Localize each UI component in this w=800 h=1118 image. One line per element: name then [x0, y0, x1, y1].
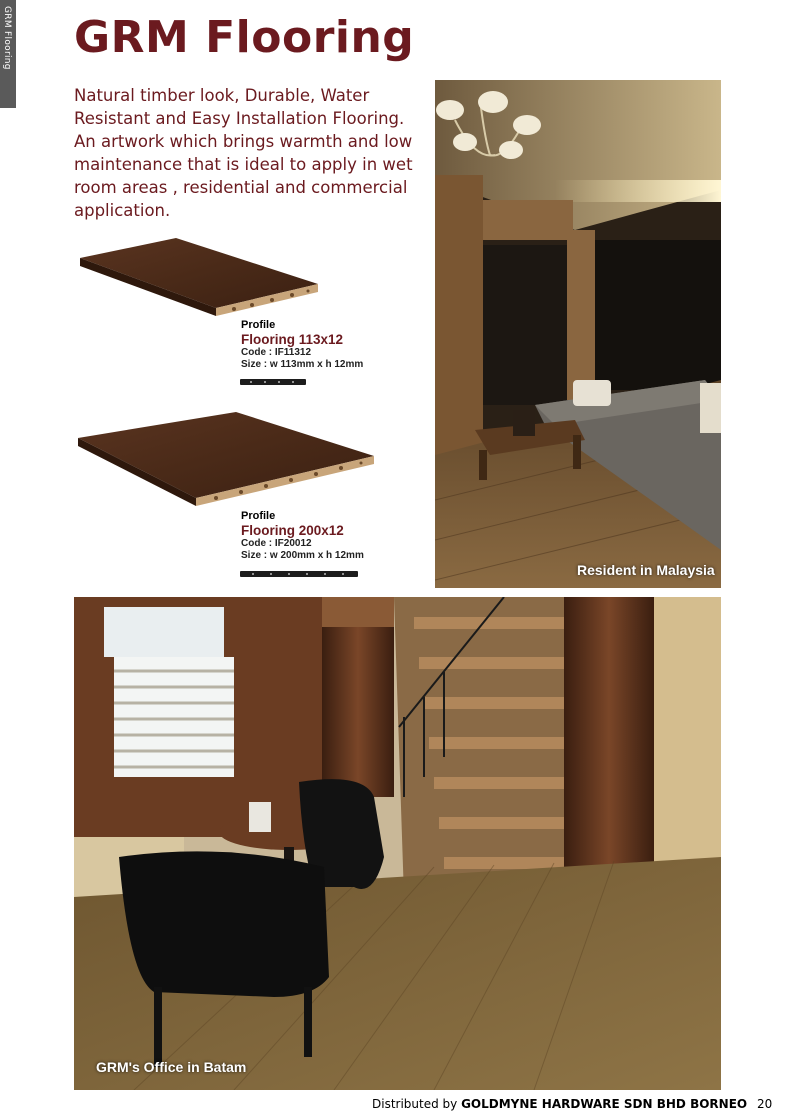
section-tab-label: GRM Flooring — [2, 6, 12, 70]
profile-cross-section-200 — [240, 571, 358, 577]
footer-company: GOLDMYNE HARDWARE SDN BHD BORNEO — [461, 1097, 748, 1111]
product-code: Code : IF11312 — [241, 347, 312, 358]
distributor-footer — [372, 1097, 747, 1111]
profile-cross-section-113 — [240, 379, 306, 385]
page-title: GRM Flooring — [74, 12, 415, 63]
section-tab — [0, 0, 16, 108]
profile-label: Profile — [241, 510, 276, 522]
page-number: 20 — [757, 1097, 773, 1111]
product-name: Flooring 113x12 — [241, 332, 344, 347]
intro-paragraph: Natural timber look, Durable, Water Resistant and Easy Installation Flooring. An artwork which brings warmth and low maintenance that is ideal to apply in wet room areas , residential and commercial application. — [74, 86, 413, 220]
plank-113-illustration — [76, 236, 322, 320]
footer-prefix: Distributed by — [372, 1097, 462, 1111]
product-size: Size : w 200mm x h 12mm — [241, 550, 364, 561]
office-photo — [74, 597, 721, 1090]
resident-photo-caption: Resident in Malaysia — [577, 562, 715, 578]
profile-label: Profile — [241, 319, 276, 331]
plank-200-illustration — [76, 410, 378, 510]
product-spec-113 — [241, 319, 363, 371]
product-size: Size : w 113mm x h 12mm — [241, 359, 364, 370]
resident-photo — [435, 80, 721, 588]
product-spec-200 — [241, 510, 364, 562]
product-name: Flooring 200x12 — [241, 523, 344, 538]
product-code: Code : IF20012 — [241, 538, 312, 549]
office-photo-caption: GRM's Office in Batam — [96, 1059, 247, 1075]
